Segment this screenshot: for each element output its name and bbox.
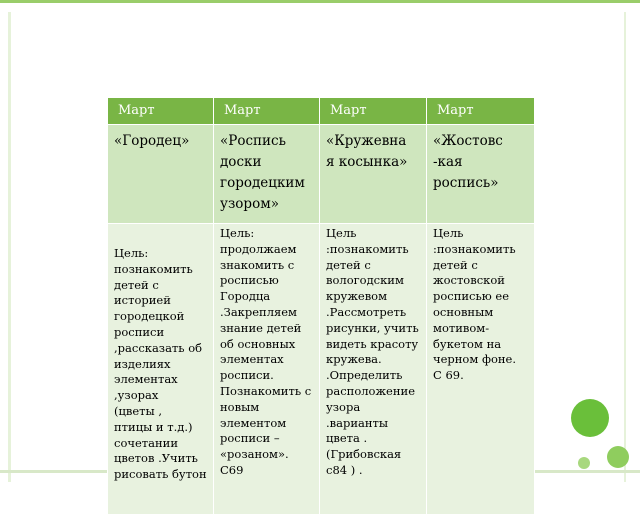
plan-table [107,97,535,515]
goal-text: Цель: продолжаем знакомить с росписью Городца .Закрепляем знание детей об основных элементах росписи. Познакомить с новым элементом росписи – «розаном». С69 [220,226,312,477]
header-cell: Март [427,98,535,125]
decorative-circle-small [578,457,590,469]
goal-text: Цель :познакомить детей с жостовской росписью ее основным мотивом- букетом на черном фоне. С 69. [433,226,517,383]
goal-cell [108,224,214,515]
header-cell: Март [214,98,320,125]
slide-top-border [0,0,640,3]
goal-cell [214,224,320,515]
title-text: «Городец» [114,133,190,149]
title-cell [427,125,535,224]
goal-cell [427,224,535,515]
header-cell: Март [320,98,427,125]
decorative-circle-large [571,399,609,437]
slide-left-border [8,12,11,482]
title-text: «Жостовс -кая роспись» [433,133,503,191]
title-text: «Роспись доски городецким узором» [220,133,305,212]
goal-text: Цель :познакомить детей с вологодским кружевом .Рассмотреть рисунки, учить видеть красоту кружева. .Определить расположение узора .варианты цвета . (Грибовская с84 ) . [326,226,419,477]
goal-text: Цель: познакомить детей с историей городецкой росписи ,рассказать об изделиях элементах ,узорах (цветы , птицы и т.д.) сочетании цветов .Учить рисовать бутон [114,246,207,482]
title-cell [320,125,427,224]
decorative-circle-medium [607,446,629,468]
title-text: «Кружевна я косынка» [326,133,408,170]
goal-row [108,224,535,515]
title-cell [214,125,320,224]
title-row [108,125,535,224]
header-row [108,98,535,125]
slide-right-border [624,12,626,482]
goal-cell [320,224,427,515]
title-cell [108,125,214,224]
header-cell: Март [108,98,214,125]
